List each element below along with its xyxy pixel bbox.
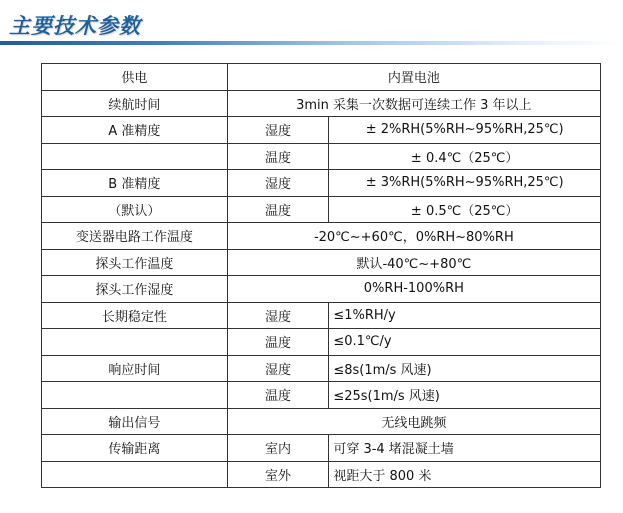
table-row [42, 223, 601, 250]
row-label: B 准精度 [42, 170, 228, 197]
header-divider [0, 41, 623, 45]
sub-label: 温度 [227, 329, 329, 356]
table-row [42, 90, 601, 117]
table-row [42, 435, 601, 462]
table-row [42, 355, 601, 382]
row-label: 探头工作湿度 [42, 276, 228, 303]
row-value: 无线电跳频 [227, 408, 600, 435]
row-value: 内置电池 [227, 64, 600, 91]
row-value: ≤0.1℃/y [329, 329, 601, 356]
sub-label: 湿度 [227, 302, 329, 329]
row-value: 可穿 3-4 堵混凝土墙 [329, 435, 601, 462]
sub-label: 温度 [227, 196, 329, 223]
row-value: 0%RH-100%RH [227, 276, 600, 303]
row-value: -20℃~+60℃，0%RH~80%RH [227, 223, 600, 250]
table-row [42, 196, 601, 223]
table-row [42, 64, 601, 91]
row-value: 视距大于 800 米 [329, 461, 601, 488]
table-row [42, 302, 601, 329]
sub-label: 温度 [227, 143, 329, 170]
row-label-empty [42, 329, 228, 356]
row-label: 响应时间 [42, 355, 228, 382]
row-value: ≤25s(1m/s 风速) [329, 382, 601, 409]
row-label-empty [42, 143, 228, 170]
row-label: 长期稳定性 [42, 302, 228, 329]
section-header [0, 0, 623, 48]
row-label-note: （默认） [42, 196, 228, 223]
sub-label: 湿度 [227, 117, 329, 144]
row-label: 供电 [42, 64, 228, 91]
row-label: 续航时间 [42, 90, 228, 117]
table-row [42, 408, 601, 435]
row-value: ± 2%RH(5%RH~95%RH,25℃) [329, 117, 601, 144]
row-label: 变送器电路工作温度 [42, 223, 228, 250]
row-label: 探头工作温度 [42, 249, 228, 276]
row-value: ± 0.4℃（25℃） [329, 143, 601, 170]
row-label: A 准精度 [42, 117, 228, 144]
sub-label: 湿度 [227, 170, 329, 197]
page-title: 主要技术参数 [9, 14, 141, 38]
spec-table [41, 63, 601, 488]
row-value: ± 0.5℃（25℃） [329, 196, 601, 223]
row-value: ± 3%RH(5%RH~95%RH,25℃) [329, 170, 601, 197]
row-label-empty [42, 382, 228, 409]
table-row [42, 276, 601, 303]
row-value: ≤8s(1m/s 风速) [329, 355, 601, 382]
table-row [42, 382, 601, 409]
row-value: ≤1%RH/y [329, 302, 601, 329]
sub-label: 室内 [227, 435, 329, 462]
row-value: 默认-40℃~+80℃ [227, 249, 600, 276]
table-row [42, 143, 601, 170]
sub-label: 室外 [227, 461, 329, 488]
row-value: 3min 采集一次数据可连续工作 3 年以上 [227, 90, 600, 117]
table-row [42, 117, 601, 144]
sub-label: 温度 [227, 382, 329, 409]
table-row [42, 249, 601, 276]
sub-label: 湿度 [227, 355, 329, 382]
table-row [42, 170, 601, 197]
row-label-empty [42, 461, 228, 488]
table-row [42, 329, 601, 356]
row-label: 传输距离 [42, 435, 228, 462]
row-label: 输出信号 [42, 408, 228, 435]
table-row [42, 461, 601, 488]
